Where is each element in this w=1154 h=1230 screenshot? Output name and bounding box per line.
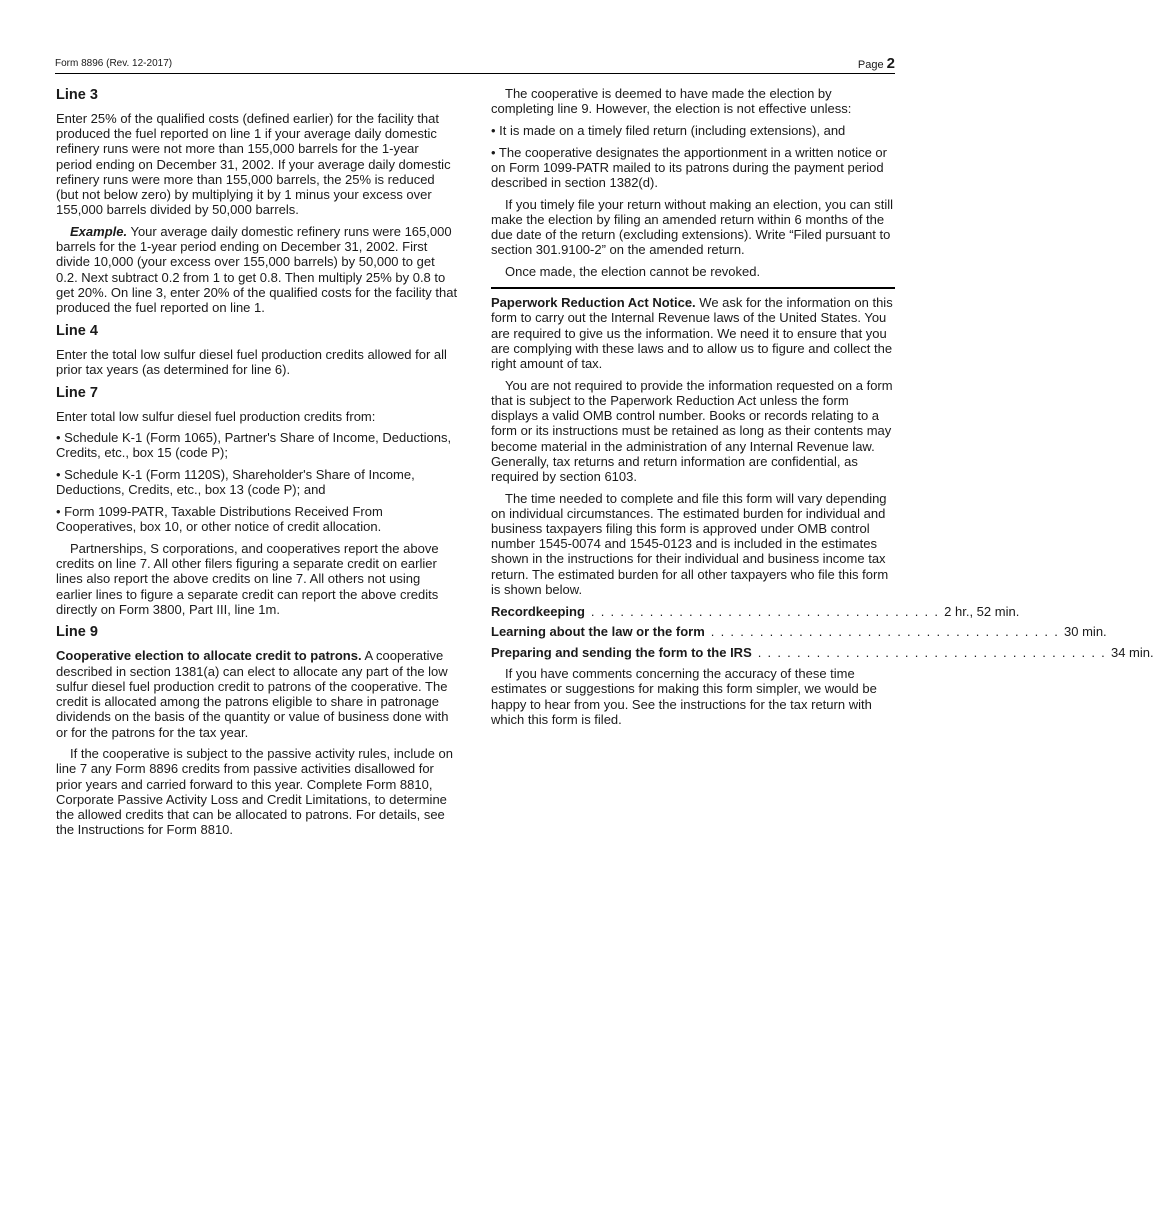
paperwork-text: We ask for the information on this form to carry out the Internal Revenue laws of the United States. You are required to give us the information. We need it to ensure that you are complying with these laws and to allow us to figure and collect the right amount of tax. [491,295,893,372]
paperwork-paragraph [491,295,895,371]
section-divider [491,287,895,289]
line7-bullet: • Schedule K-1 (Form 1065), Partner's Share of Income, Deductions, Credits, etc., box 15 (code P); [56,430,452,461]
page-number [858,55,895,72]
line4-paragraph: Enter the total low sulfur diesel fuel production credits allowed for all prior tax years (as determined for line 6). [56,346,447,377]
burden-label: Preparing and sending the form to the IRS [491,645,752,660]
burden-label: Learning about the law or the form [491,624,705,640]
page-number-value: 2 [886,55,895,72]
paperwork-paragraph-3: The time needed to complete and file this form will vary depending on individual circumstances. The estimated burden for individual and business taxpayers filing this form is approved under OMB control number 1545-0074 and 1545-0123 and is included in the estimates shown in the instructions for their individual and business income tax return. The estimated burden for all other taxpayers who file this form is shown below. [491,490,889,597]
line7-heading: Line 7 [56,384,98,401]
line4-heading: Line 4 [56,322,98,339]
election-bullet: • The cooperative designates the apportionment in a written notice or on Form 1099-PATR mailed to its patrons during the payment period described in section 1382(d). [491,144,887,191]
line7-bullet: • Schedule K-1 (Form 1120S), Shareholder's Share of Income, Deductions, Credits, etc., box 13 (code P); and [56,467,415,498]
election-paragraph-2: If you timely file your return without making an election, you can still make the election by filing an amended return within 6 months of the due date of the return (excluding extensions). Write “Filed pursuant to section 301.9100-2” on the amended return. [491,196,894,258]
burden-row [491,603,1020,619]
line9-heading: Line 9 [56,624,98,641]
burden-row [491,624,1107,640]
line7-intro: Enter total low sulfur diesel fuel production credits from: [56,408,376,424]
line9-paragraph-2: If the cooperative is subject to the passive activity rules, include on line 7 any Form 8896 credits from passive activities disallowed for prior years and carried forward to this year. Complete Form 8810, Corporate Passive Activity Loss and Credit Limitations, to determine the allowed credits that can be allocated to patrons. For details, see the Instructions for Form 8810. [56,746,453,838]
line3-heading: Line 3 [56,87,98,103]
form-id: Form 8896 (Rev. 12-2017) [55,58,173,69]
election-bullet: • It is made on a timely filed return (including extensions), and [491,122,846,138]
burden-value: 30 min. [1064,624,1107,640]
line7-paragraph: Partnerships, S corporations, and cooperatives report the above credits on line 7. All other filers figuring a separate credit on earlier lines also report the above credits on line 7. All others not using earlier lines to figure a separate credit can report the above credits directly on Form 3800, Part III, line 1m. [56,540,439,617]
dot-leader: .................................... [710,624,1065,640]
burden-label: Recordkeeping [491,603,585,619]
burden-list [491,603,1154,661]
line3-paragraph: Enter 25% of the qualified costs (defined earlier) for the facility that produced the fuel reported on line 1 if your average daily domestic refinery runs were not more than 155,000 barrels for the 1-year period ending on December 31, 2002. If your average daily domestic refinery runs were more than 155,000 barrels, the 25% is reduced (but not below zero) by multiplying it by 1 minus your excess over 155,000 barrels divided by 50,000 barrels. [56,111,451,218]
page-label: Page [857,59,884,71]
dot-leader: .................................... [590,603,945,619]
right-column [491,86,1154,734]
election-paragraph: The cooperative is deemed to have made the election by completing line 9. However, the election is not effective unless: [491,86,852,117]
example-text: Your average daily domestic refinery runs were 165,000 barrels for the 1-year period ending on December 31, 2002. First divide 10,000 (your excess over 155,000 barrels) by 50,000 to get 0.2. Next subtract 0.2 from 1 to get 0.8. Then multiply 25% by 0.8 to get 20%. On line 3, enter 20% of the qualified costs for the facility that produced the fuel reported on line 1. [56,223,458,315]
paperwork-lead: Paperwork Reduction Act Notice. [491,295,696,311]
burden-value: 2 hr., 52 min. [944,603,1020,619]
burden-row [491,645,1154,660]
line7-bullet: • Form 1099-PATR, Taxable Distributions Received From Cooperatives, box 10, or other notice of credit allocation. [56,504,383,535]
cooperative-election-text: A cooperative described in section 1381(a) can elect to allocate any part of the low sulfur diesel fuel production credit to patrons of the cooperative. The credit is allocated among the patrons eligible to share in patronage dividends on the basis of the quantity or value of business done with or for the patrons for the tax year. [56,648,449,740]
example-label: Example. [70,223,128,239]
line9-paragraph [56,648,458,739]
cooperative-election-lead: Cooperative election to allocate credit to patrons. [56,648,362,664]
dot-leader: .................................... [757,645,1111,660]
left-column [56,86,458,844]
burden-value: 34 min. [1110,645,1154,660]
election-paragraph-3: Once made, the election cannot be revoked. [505,264,761,280]
paperwork-paragraph-2: You are not required to provide the information requested on a form that is subject to the Paperwork Reduction Act unless the form displays a valid OMB control number. Books or records relating to a form or its instructions must be retained as long as their contents may become material in the administration of any Internal Revenue law. Generally, tax returns and return information are confidential, as required by section 6103. [491,377,893,484]
page-header [55,53,895,74]
comments-paragraph: If you have comments concerning the accuracy of these time estimates or suggestions for making this form simpler, we would be happy to hear from you. See the instructions for the tax return with which this form is filed. [491,666,877,727]
line3-example [56,224,458,315]
